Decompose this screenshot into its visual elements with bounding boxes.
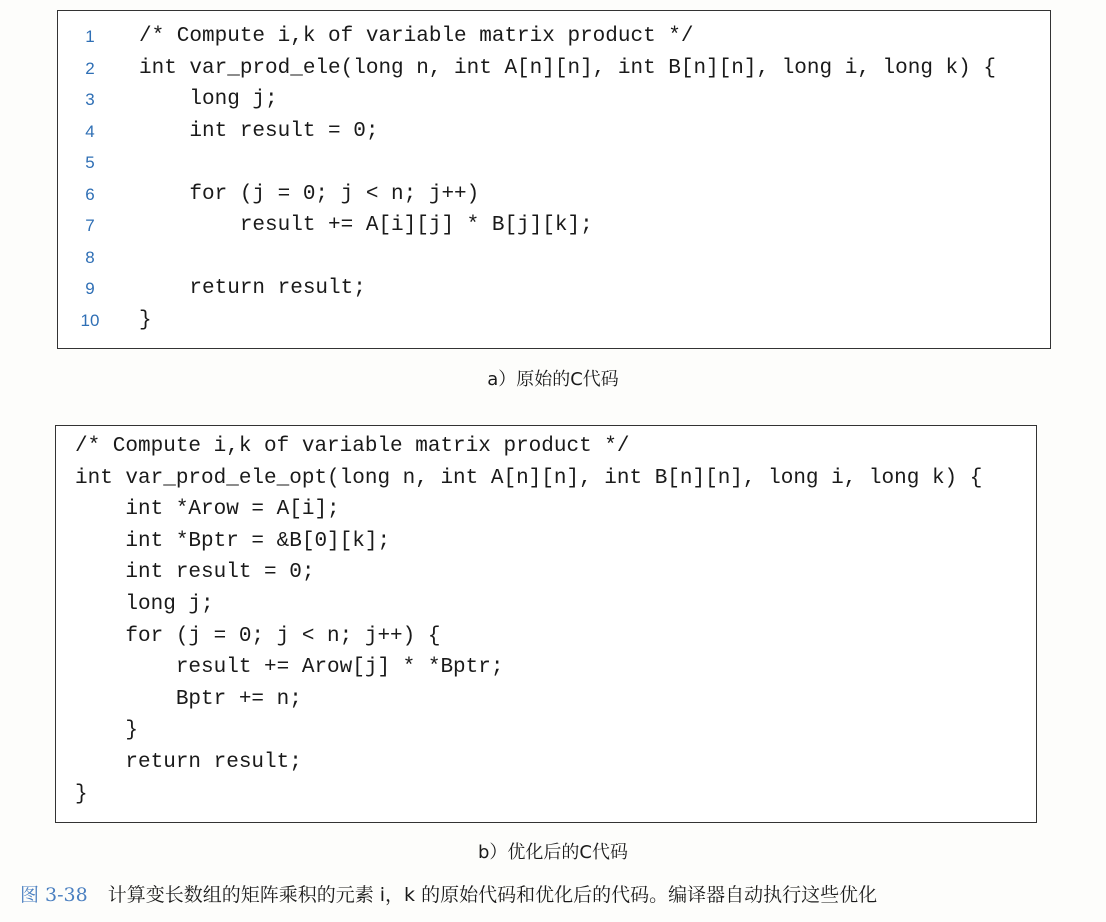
code-line: int var_prod_ele(long n, int A[n][n], int B[n][n], long i, long k) {	[139, 56, 996, 80]
code-line: }	[75, 782, 88, 806]
code-line: for (j = 0; j < n; j++)	[139, 182, 480, 206]
code-line: int *Arow = A[i];	[75, 498, 340, 522]
code-line: int *Bptr = &B[0][k];	[75, 529, 391, 553]
code-line: result += A[i][j] * B[j][k];	[139, 214, 593, 237]
line-number: 6	[85, 184, 95, 204]
code-line: /* Compute i,k of variable matrix product */	[75, 435, 630, 458]
code-line: long j;	[75, 593, 214, 616]
code-line: int var_prod_ele_opt(long n, int A[n][n], int B[n][n], long i, long k) {	[75, 466, 983, 490]
code-line: }	[75, 719, 139, 743]
caption-optimized: b）优化后的C代码	[478, 842, 628, 863]
line-number: 3	[85, 90, 95, 109]
line-number: 1	[85, 27, 95, 46]
code-line: return result;	[139, 277, 366, 300]
code-line: result += Arow[j] * *Bptr;	[75, 656, 504, 680]
code-line: int result = 0;	[75, 561, 315, 585]
line-number: 2	[85, 58, 95, 78]
code-line: int result = 0;	[139, 119, 379, 143]
line-number: 7	[85, 216, 95, 235]
figure-number: 图 3-38	[20, 884, 88, 906]
line-number: 9	[85, 279, 95, 298]
line-number: 4	[85, 121, 95, 141]
line-number: 5	[85, 153, 95, 172]
code-listing-original	[57, 10, 1051, 349]
code-line: }	[139, 308, 152, 332]
caption-original: a）原始的C代码	[487, 369, 619, 390]
code-listing-optimized	[55, 425, 1037, 823]
code-line: Bptr += n;	[75, 687, 302, 711]
figure-caption	[20, 880, 877, 907]
figure-text: 计算变长数组的矩阵乘积的元素 i，k 的原始代码和优化后的代码。编译器自动执行这些优化	[107, 884, 878, 906]
code-line: for (j = 0; j < n; j++) {	[75, 624, 441, 648]
code-line: long j;	[139, 88, 278, 111]
line-number: 8	[85, 247, 95, 267]
code-line: /* Compute i,k of variable matrix product */	[139, 25, 694, 48]
line-number: 10	[80, 310, 100, 330]
code-line: return result;	[75, 751, 302, 774]
